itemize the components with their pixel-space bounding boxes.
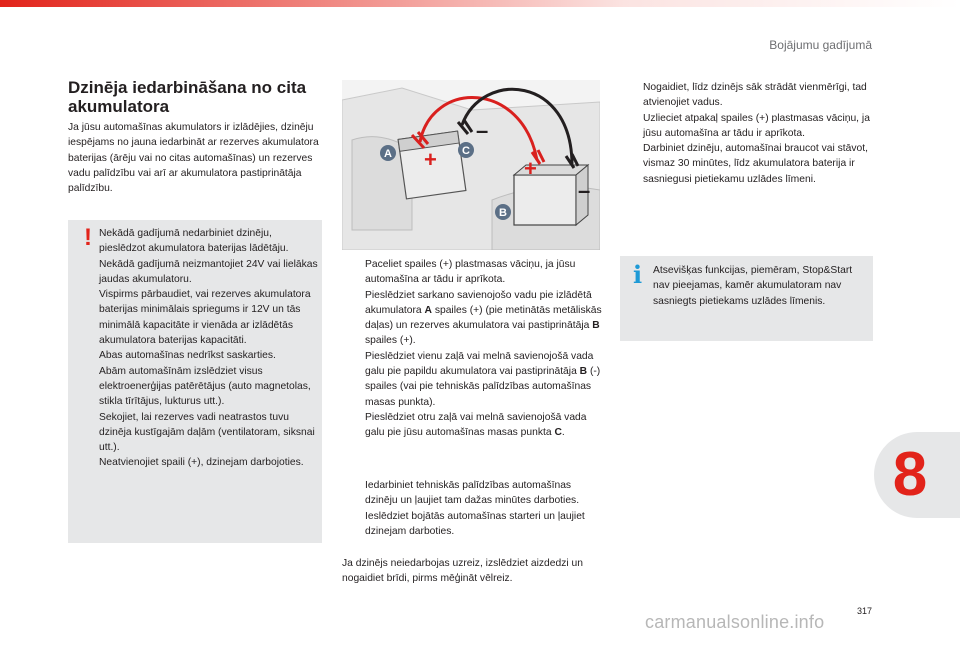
section-title: Bojājumu gadījumā [769,38,872,52]
chapter-number: 8 [892,440,928,509]
list-item [620,80,878,111]
step-text: Paceliet spailes (+) plastmasas vāciņu, ja jūsu automašīna ar tādu ir aprīkota. [365,259,576,286]
intro-paragraph: Ja jūsu automašīnas akumulators ir izlādējies, dzinēju iespējams no jauna iedarbināt ar rezerves akumulatora baterijas (ārēju vai no citas automašīnas) un rezerves vadu palīdzību vai arī ar akumulatora pastiprinātāja palīdzību. [68,122,319,195]
info-text: Atsevišķas funkcijas, piemēram, Stop&Start nav pieejamas, kamēr akumulatoram nav sasniegts pietiekams uzlādes līmenis. [653,265,853,307]
warning-box [68,220,322,543]
plus-symbol: + [524,156,537,181]
warning-line: Abām automašīnām izslēdziet visus elektroenerģijas patērētājus (auto magnetolas, stikla tīrītājus, lukturus utt.). [99,365,311,408]
list-item [620,111,878,142]
label-b: B [499,207,507,219]
warning-exclamation-icon: ! [84,224,92,251]
label-a: A [384,148,392,160]
step-text: Ieslēdziet bojātās automašīnas starteri un ļaujiet dzinejam darboties. [365,510,585,537]
step-text: spailes (+). [365,335,416,347]
step-text: Nogaidiet, līdz dzinējs sāk strādāt vienmērīgi, tad atvienojiet vadus. [643,82,867,109]
list-item [620,141,878,187]
label-a-marker [380,145,396,161]
step-text: Darbiniet dzinēju, automašīnai braucot vai stāvot, vismaz 30 minūtes, līdz akumulatora baterija ir sasniegusi pietiekamu uzlādes līmeni. [643,143,868,185]
step-text: . [561,427,565,439]
list-item [342,257,602,288]
step-label-bold: B [592,320,600,332]
steps-list-finish [620,80,878,187]
list-item [342,349,602,410]
page-number: 317 [856,606,872,616]
list-item [342,410,602,441]
top-accent-bar [0,0,960,7]
step-label-bold: B [579,366,588,378]
step-text: Uzlieciet atpakaļ spailes (+) plastmasas vāciņu, ja jūsu automašīna ar tādu ir aprīkota. [643,112,870,139]
warning-line: Nekādā gadījumā neizmantojiet 24V vai lielākas jaudas akumulatoru. [99,258,318,285]
step-text: Pieslēdziet otru zaļā vai melnā savienojošā vada galu pie jūsu automašīnas masas punkta [365,411,587,439]
list-item [342,288,602,349]
step-text: (-) spailes (vai pie tehniskās palīdzības automašīnas masas punkta). [365,366,601,408]
label-c-marker [458,142,474,158]
warning-line: Nekādā gadījumā nedarbiniet dzinēju, pieslēdzot akumulatora baterijas lādētāju. [99,228,289,255]
list-item [342,509,602,540]
page-title: Dzinēja iedarbināšana no cita akumulatora [68,78,307,116]
step-text: Pieslēdziet sarkano savienojošo vadu pie izlādētā akumulatora [365,289,592,316]
warning-line: Abas automašīnas nedrīkst saskarties. [99,350,276,362]
step-text: Pieslēdziet vienu zaļā vai melnā savienojošā vada galu pie papildu akumulatora vai pastiprinātāja [365,350,594,378]
minus-symbol: – [578,178,591,203]
steps-list-start [342,478,602,539]
warning-text [99,226,319,471]
watermark: carmanualsonline.info [645,612,825,632]
plus-symbol: + [424,147,437,172]
minus-symbol: – [476,118,489,143]
step-label-bold: C [554,427,562,439]
warning-line: Neatvienojiet spaili (+), dzinejam darbojoties. [99,457,304,469]
label-c: C [462,145,470,157]
warning-line: Vispirms pārbaudiet, vai rezerves akumulatora baterijas minimālais spriegums ir 12V un tās minimālā kapacitāte ir vienāda ar izlādētās akumulatora baterijas kapacitāti. [99,289,311,347]
info-icon: i [633,260,643,289]
step-text: Iedarbiniet tehniskās palīdzības automašīnas dzinēju un ļaujiet tam dažas minūtes darboties. [365,480,580,507]
jump-start-illustration [342,80,600,250]
list-item [342,478,602,509]
steps-list-connect [342,257,602,441]
step-text: spailes (+) (pie metinātās metāliskās daļas) un rezerves akumulatora vai pastiprinātāja [365,304,602,332]
label-b-marker [495,204,511,220]
step-label-bold: A [424,304,432,316]
info-box [620,256,873,341]
warning-line: Sekojiet, lai rezerves vadi neatrastos tuvu dzinēja kustīgajām daļām (ventilatoram, siksnai utt.). [99,411,315,454]
retry-note: Ja dzinējs neiedarbojas uzreiz, izslēdziet aizdedzi un nogaidiet brīdi, pirms mēģināt vēlreiz. [342,558,583,585]
